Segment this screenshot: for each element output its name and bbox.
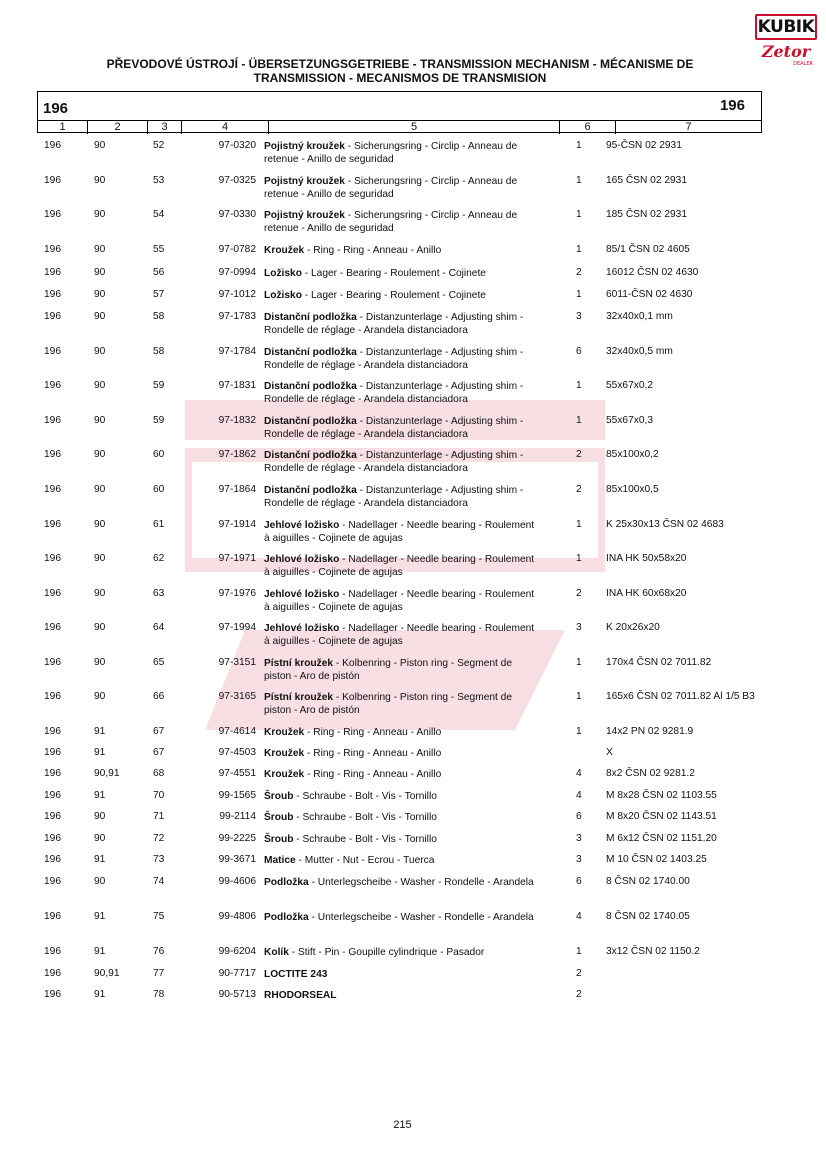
cell-quantity: 1 (576, 140, 582, 151)
cell-description (264, 346, 536, 372)
cell-figure: 91 (94, 854, 106, 865)
cell-specification: 165x6 ČSN 02 7011.82 Al 1/5 B3 (606, 691, 755, 702)
cell-part-number: 97-0782 (218, 244, 256, 255)
column-headers (38, 120, 761, 134)
cell-position: 64 (153, 622, 165, 633)
cell-position: 68 (153, 768, 165, 779)
part-translations: - Lager - Bearing - Roulement - Cojinete (301, 290, 486, 301)
cell-quantity: 2 (576, 484, 582, 495)
cell-description (264, 267, 536, 280)
cell-position: 77 (153, 968, 165, 979)
cell-figure: 90 (94, 289, 106, 300)
cell-group: 196 (44, 175, 61, 186)
cell-figure: 90,91 (94, 968, 120, 979)
cell-quantity: 2 (576, 989, 582, 1000)
logo-zetor: Zetor (761, 42, 811, 61)
cell-description (264, 691, 536, 717)
cell-description (264, 484, 536, 510)
table-header (37, 91, 762, 133)
cell-figure: 90 (94, 484, 106, 495)
part-name: Šroub (264, 834, 294, 845)
cell-part-number: 99-4806 (218, 911, 256, 922)
cell-position: 70 (153, 790, 165, 801)
cell-description (264, 209, 536, 235)
cell-specification: 185 ČSN 02 2931 (606, 209, 687, 220)
cell-figure: 90 (94, 691, 106, 702)
part-name: Pojistný kroužek (264, 176, 345, 187)
cell-group: 196 (44, 946, 61, 957)
cell-quantity: 3 (576, 311, 582, 322)
part-translations: - Distanzunterlage - Adjusting shim - Rondelle de réglage - Arandela distanciadora (264, 416, 524, 440)
cell-specification: 8x2 ČSN 02 9281.2 (606, 768, 695, 779)
part-translations: - Unterlegscheibe - Washer - Rondelle - Arandela (308, 912, 534, 923)
cell-part-number: 97-1012 (218, 289, 256, 300)
cell-part-number: 97-1862 (218, 449, 256, 460)
cell-group: 196 (44, 968, 61, 979)
page-title (70, 57, 730, 85)
cell-group: 196 (44, 311, 61, 322)
cell-description (264, 768, 536, 781)
cell-part-number: 90-5713 (218, 989, 256, 1000)
cell-figure: 91 (94, 726, 106, 737)
part-name: Podložka (264, 877, 309, 888)
cell-figure: 90 (94, 519, 106, 530)
cell-group: 196 (44, 415, 61, 426)
cell-quantity: 1 (576, 289, 582, 300)
part-translations: - Unterlegscheibe - Washer - Rondelle - Arandela (308, 877, 534, 888)
cell-description (264, 657, 536, 683)
cell-figure: 90 (94, 449, 106, 460)
cell-specification: M 10 ČSN 02 1403.25 (606, 854, 707, 865)
cell-position: 76 (153, 946, 165, 957)
title-line-1: PŘEVODOVÉ ÚSTROJÍ - ÜBERSETZUNGSGETRIEBE - TRANSMISSION MECHANISM - MÉCANISME DE (106, 57, 694, 71)
cell-specification: 85/1 ČSN 02 4605 (606, 244, 690, 255)
cell-quantity: 2 (576, 449, 582, 460)
cell-position: 53 (153, 175, 165, 186)
cell-part-number: 97-1971 (218, 553, 256, 564)
cell-figure: 90 (94, 140, 106, 151)
part-translations: - Sicherungsring - Circlip - Anneau de retenue - Anillo de seguridad (264, 176, 518, 200)
cell-specification: M 8x28 ČSN 02 1103.55 (606, 790, 717, 801)
part-name: Jehlové ložisko (264, 554, 340, 565)
cell-quantity: 4 (576, 768, 582, 779)
cell-position: 58 (153, 346, 165, 357)
part-translations: - Schraube - Bolt - Vis - Tornillo (293, 812, 437, 823)
part-translations: - Schraube - Bolt - Vis - Tornillo (293, 791, 437, 802)
cell-position: 75 (153, 911, 165, 922)
column-header-6: 6 (560, 121, 616, 134)
column-header-7: 7 (685, 121, 692, 133)
cell-figure: 90 (94, 876, 106, 887)
cell-part-number: 90-7717 (218, 968, 256, 979)
part-name: Ložisko (264, 290, 302, 301)
kubik-zetor-logo (755, 14, 817, 70)
cell-group: 196 (44, 484, 61, 495)
cell-description (264, 989, 536, 1002)
cell-group: 196 (44, 811, 61, 822)
cell-position: 56 (153, 267, 165, 278)
cell-group: 196 (44, 768, 61, 779)
cell-group: 196 (44, 346, 61, 357)
cell-description (264, 968, 536, 981)
cell-figure: 90 (94, 209, 106, 220)
part-name: Šroub (264, 812, 294, 823)
cell-specification: 8 ČSN 02 1740.00 (606, 876, 690, 887)
cell-quantity: 6 (576, 346, 582, 357)
cell-specification: 8 ČSN 02 1740.05 (606, 911, 690, 922)
cell-specification: 3x12 ČSN 02 1150.2 (606, 946, 700, 957)
cell-group: 196 (44, 833, 61, 844)
part-translations: - Ring - Ring - Anneau - Anillo (304, 748, 442, 759)
cell-group: 196 (44, 691, 61, 702)
cell-group: 196 (44, 790, 61, 801)
cell-quantity: 2 (576, 968, 582, 979)
cell-figure: 91 (94, 946, 106, 957)
cell-specification: 165 ČSN 02 2931 (606, 175, 687, 186)
cell-quantity: 3 (576, 854, 582, 865)
cell-group: 196 (44, 876, 61, 887)
part-translations: - Distanzunterlage - Adjusting shim - Rondelle de réglage - Arandela distanciadora (264, 381, 524, 405)
column-header-1: 1 (38, 121, 88, 134)
cell-group: 196 (44, 244, 61, 255)
cell-group: 196 (44, 854, 61, 865)
cell-part-number: 97-1864 (218, 484, 256, 495)
part-name: Distanční podložka (264, 312, 357, 323)
cell-position: 59 (153, 415, 165, 426)
cell-description (264, 811, 536, 824)
part-name: Distanční podložka (264, 416, 357, 427)
part-name: LOCTITE 243 (264, 969, 328, 980)
cell-position: 74 (153, 876, 165, 887)
cell-quantity: 1 (576, 519, 582, 530)
part-name: Matice (264, 855, 296, 866)
part-name: Pístní kroužek (264, 692, 334, 703)
title-line-2: TRANSMISSION - MECANISMOS DE TRANSMISION (253, 71, 547, 85)
cell-quantity: 2 (576, 588, 582, 599)
cell-description (264, 244, 536, 257)
cell-part-number: 97-4551 (218, 768, 256, 779)
cell-description (264, 790, 536, 803)
cell-position: 63 (153, 588, 165, 599)
cell-position: 67 (153, 726, 165, 737)
cell-quantity: 6 (576, 811, 582, 822)
cell-group: 196 (44, 657, 61, 668)
part-name: Kroužek (264, 727, 305, 738)
cell-part-number: 97-4503 (218, 747, 256, 758)
cell-figure: 91 (94, 989, 106, 1000)
cell-specification: M 8x20 ČSN 02 1143.51 (606, 811, 717, 822)
cell-group: 196 (44, 209, 61, 220)
cell-part-number: 97-1783 (218, 311, 256, 322)
cell-figure: 90 (94, 553, 106, 564)
part-name: Distanční podložka (264, 450, 357, 461)
cell-figure: 90 (94, 622, 106, 633)
page-number: 215 (393, 1119, 412, 1131)
cell-group: 196 (44, 588, 61, 599)
cell-position: 62 (153, 553, 165, 564)
cell-part-number: 97-4614 (218, 726, 256, 737)
cell-description (264, 553, 536, 579)
part-translations: - Kolbenring - Piston ring - Segment de piston - Aro de pistón (264, 658, 513, 682)
cell-part-number: 99-4606 (218, 876, 256, 887)
part-translations: - Kolbenring - Piston ring - Segment de piston - Aro de pistón (264, 692, 513, 716)
cell-part-number: 97-0320 (218, 140, 256, 151)
part-name: Pístní kroužek (264, 658, 334, 669)
cell-specification: 170x4 ČSN 02 7011.82 (606, 657, 712, 668)
cell-position: 58 (153, 311, 165, 322)
cell-part-number: 99-2114 (219, 811, 256, 822)
cell-description (264, 175, 536, 201)
cell-position: 60 (153, 484, 165, 495)
cell-group: 196 (44, 747, 61, 758)
cell-position: 52 (153, 140, 165, 151)
part-translations: - Sicherungsring - Circlip - Anneau de retenue - Anillo de seguridad (264, 210, 518, 234)
cell-figure: 90 (94, 267, 106, 278)
cell-specification: 32x40x0,1 mm (606, 311, 673, 322)
cell-quantity: 1 (576, 946, 582, 957)
cell-figure: 91 (94, 790, 106, 801)
cell-part-number: 99-3671 (218, 854, 256, 865)
part-name: Pojistný kroužek (264, 210, 345, 221)
column-header-2: 2 (88, 121, 148, 134)
part-translations: - Distanzunterlage - Adjusting shim - Rondelle de réglage - Arandela distanciadora (264, 450, 524, 474)
cell-specification: 16012 ČSN 02 4630 (606, 267, 699, 278)
part-name: Kroužek (264, 245, 305, 256)
cell-figure: 90 (94, 415, 106, 426)
cell-quantity: 2 (576, 267, 582, 278)
logo-dealer: DEALER (793, 61, 813, 67)
cell-group: 196 (44, 989, 61, 1000)
cell-specification: X (606, 747, 613, 758)
cell-quantity: 1 (576, 553, 582, 564)
cell-group: 196 (44, 289, 61, 300)
part-name: Distanční podložka (264, 347, 357, 358)
cell-specification: 95-ČSN 02 2931 (606, 140, 682, 151)
cell-group: 196 (44, 726, 61, 737)
part-name: Jehlové ložisko (264, 520, 340, 531)
part-name: Kolík (264, 947, 289, 958)
cell-quantity: 1 (576, 726, 582, 737)
cell-position: 72 (153, 833, 165, 844)
cell-position: 60 (153, 449, 165, 460)
cell-part-number: 97-1784 (218, 346, 256, 357)
cell-description (264, 833, 536, 846)
cell-description (264, 449, 536, 475)
part-translations: - Sicherungsring - Circlip - Anneau de retenue - Anillo de seguridad (264, 141, 518, 165)
cell-figure: 91 (94, 911, 106, 922)
cell-specification: 85x100x0,5 (606, 484, 659, 495)
cell-description (264, 946, 536, 959)
cell-specification: INA HK 60x68x20 (606, 588, 687, 599)
cell-group: 196 (44, 380, 61, 391)
cell-description (264, 311, 536, 337)
cell-figure: 90 (94, 244, 106, 255)
cell-figure: 91 (94, 747, 106, 758)
cell-quantity: 6 (576, 876, 582, 887)
column-header-4: 4 (182, 121, 269, 134)
cell-description (264, 519, 536, 545)
cell-quantity: 4 (576, 911, 582, 922)
part-name: Jehlové ložisko (264, 623, 340, 634)
part-translations: - Distanzunterlage - Adjusting shim - Rondelle de réglage - Arandela distanciadora (264, 312, 524, 336)
cell-quantity: 3 (576, 622, 582, 633)
cell-position: 55 (153, 244, 165, 255)
cell-figure: 90 (94, 657, 106, 668)
column-header-5: 5 (269, 121, 560, 134)
part-translations: - Distanzunterlage - Adjusting shim - Rondelle de réglage - Arandela distanciadora (264, 485, 524, 509)
cell-part-number: 97-1914 (218, 519, 256, 530)
part-name: Ložisko (264, 268, 302, 279)
cell-group: 196 (44, 449, 61, 460)
part-name: Kroužek (264, 748, 305, 759)
cell-part-number: 97-0325 (218, 175, 256, 186)
cell-part-number: 97-1832 (218, 415, 256, 426)
cell-specification: 85x100x0,2 (606, 449, 659, 460)
part-name: Distanční podložka (264, 485, 357, 496)
cell-position: 67 (153, 747, 165, 758)
cell-group: 196 (44, 622, 61, 633)
cell-figure: 90 (94, 175, 106, 186)
cell-position: 78 (153, 989, 165, 1000)
cell-quantity: 1 (576, 657, 582, 668)
cell-part-number: 97-3151 (218, 657, 256, 668)
cell-figure: 90 (94, 588, 106, 599)
cell-specification: K 25x30x13 ČSN 02 4683 (606, 519, 724, 530)
cell-figure: 90 (94, 811, 106, 822)
cell-description (264, 622, 536, 648)
part-translations: - Nadellager - Needle bearing - Roulement à aiguilles - Cojinete de agujas (264, 589, 535, 613)
part-translations: - Ring - Ring - Anneau - Anillo (304, 727, 442, 738)
cell-position: 61 (153, 519, 165, 530)
cell-quantity: 1 (576, 244, 582, 255)
cell-position: 57 (153, 289, 165, 300)
cell-specification: 6011-ČSN 02 4630 (606, 289, 693, 300)
cell-position: 65 (153, 657, 165, 668)
part-name: Podložka (264, 912, 309, 923)
cell-description (264, 876, 536, 889)
cell-part-number: 97-0994 (218, 267, 256, 278)
part-translations: - Nadellager - Needle bearing - Roulement à aiguilles - Cojinete de agujas (264, 520, 535, 544)
cell-description (264, 289, 536, 302)
cell-description (264, 380, 536, 406)
part-name: RHODORSEAL (264, 990, 337, 1001)
cell-part-number: 97-1994 (218, 622, 256, 633)
cell-part-number: 97-1831 (218, 380, 256, 391)
cell-figure: 90 (94, 311, 106, 322)
cell-group: 196 (44, 911, 61, 922)
cell-group: 196 (44, 553, 61, 564)
cell-part-number: 97-1976 (218, 588, 256, 599)
cell-figure: 90,91 (94, 768, 120, 779)
cell-part-number: 97-3165 (218, 691, 256, 702)
part-translations: - Distanzunterlage - Adjusting shim - Rondelle de réglage - Arandela distanciadora (264, 347, 524, 371)
part-translations: - Schraube - Bolt - Vis - Tornillo (293, 834, 437, 845)
cell-quantity: 1 (576, 380, 582, 391)
column-header-3: 3 (148, 121, 182, 134)
part-translations: - Nadellager - Needle bearing - Roulement à aiguilles - Cojinete de agujas (264, 554, 535, 578)
cell-part-number: 97-0330 (218, 209, 256, 220)
cell-quantity: 3 (576, 833, 582, 844)
cell-description (264, 140, 536, 166)
part-name: Distanční podložka (264, 381, 357, 392)
cell-specification: 32x40x0,5 mm (606, 346, 673, 357)
part-translations: - Nadellager - Needle bearing - Roulement à aiguilles - Cojinete de agujas (264, 623, 535, 647)
part-translations: - Ring - Ring - Anneau - Anillo (304, 769, 442, 780)
group-number-left: 196 (43, 100, 69, 117)
cell-group: 196 (44, 519, 61, 530)
cell-position: 54 (153, 209, 165, 220)
logo-kubik: KUBIK (755, 14, 817, 40)
cell-description (264, 415, 536, 441)
cell-part-number: 99-2225 (218, 833, 256, 844)
cell-group: 196 (44, 267, 61, 278)
part-name: Šroub (264, 791, 294, 802)
cell-position: 59 (153, 380, 165, 391)
cell-description (264, 588, 536, 614)
cell-specification: K 20x26x20 (606, 622, 660, 633)
cell-figure: 90 (94, 833, 106, 844)
cell-description (264, 726, 536, 739)
part-name: Kroužek (264, 769, 305, 780)
cell-description (264, 911, 536, 924)
cell-quantity: 1 (576, 209, 582, 220)
cell-group: 196 (44, 140, 61, 151)
cell-position: 66 (153, 691, 165, 702)
part-translations: - Stift - Pin - Goupille cylindrique - Pasador (288, 947, 485, 958)
cell-specification: 55x67x0,2 (606, 380, 654, 391)
cell-specification: 55x67x0,3 (606, 415, 654, 426)
cell-quantity: 1 (576, 415, 582, 426)
cell-description (264, 747, 536, 760)
cell-part-number: 99-1565 (218, 790, 256, 801)
cell-quantity: 4 (576, 790, 582, 801)
group-number-right: 196 (719, 97, 745, 114)
cell-quantity: 1 (576, 691, 582, 702)
part-translations: - Mutter - Nut - Ecrou - Tuerca (295, 855, 435, 866)
part-translations: - Ring - Ring - Anneau - Anillo (304, 245, 442, 256)
cell-position: 71 (153, 811, 165, 822)
cell-specification: INA HK 50x58x20 (606, 553, 687, 564)
cell-description (264, 854, 536, 867)
part-name: Jehlové ložisko (264, 589, 340, 600)
cell-position: 73 (153, 854, 165, 865)
part-name: Pojistný kroužek (264, 141, 345, 152)
cell-figure: 90 (94, 380, 106, 391)
cell-figure: 90 (94, 346, 106, 357)
part-translations: - Lager - Bearing - Roulement - Cojinete (301, 268, 486, 279)
cell-specification: 14x2 PN 02 9281.9 (606, 726, 694, 737)
cell-specification: M 6x12 ČSN 02 1151.20 (606, 833, 717, 844)
cell-quantity: 1 (576, 175, 582, 186)
cell-part-number: 99-6204 (218, 946, 256, 957)
